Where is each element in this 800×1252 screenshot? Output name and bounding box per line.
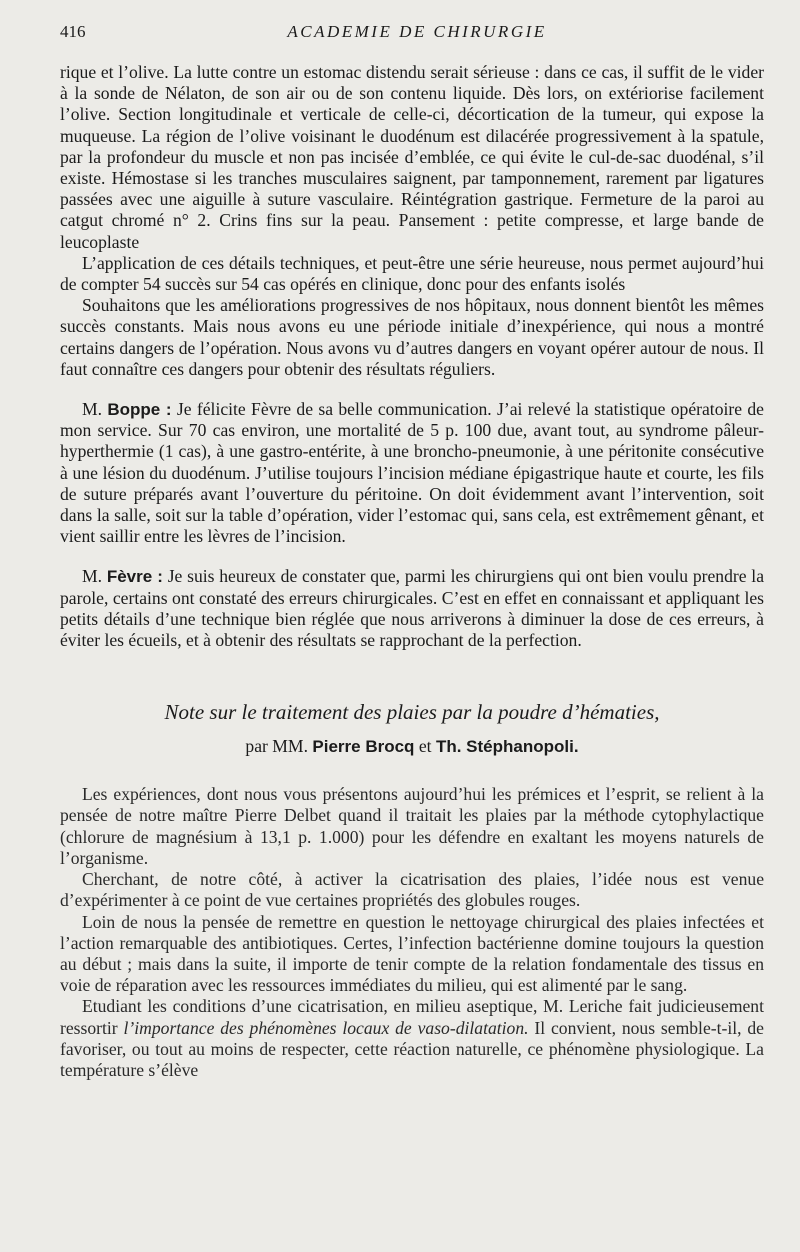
paragraph-text: Etudiant les conditions d’une cicatrisation, en milieu aseptique, M. Leriche fait judicieusement ressortir — [60, 996, 764, 1038]
article-byline — [60, 735, 764, 758]
remark-fevre — [60, 566, 764, 651]
page-number: 416 — [60, 22, 86, 41]
remark-text: Je suis heureux de constater que, parmi les chirurgiens qui ont bien voulu prendre la parole, certains ont constaté des erreurs chirurgicales. C’est en effet en connaissant et appliquant les petits détails d’une technique bien réglée que nous arriverons à diminuer la dose de ces erreurs, à éviter les écueils, et à obtenir des résultats se rapprochant de la perfection. — [60, 566, 765, 651]
running-head — [60, 18, 764, 46]
remark-salutation: M. — [82, 399, 103, 420]
author-brocq: Pierre Brocq — [312, 737, 415, 757]
discussion-section — [60, 399, 764, 651]
remark-boppe — [60, 399, 764, 547]
article-paragraph-1: Les expériences, dont nous vous présentons aujourd’hui les prémices et l’esprit, se relient à la pensée de notre maître Pierre Delbet quand il traitait les plaies par la méthode cytophylactique (chlorure de magnésium à 13,1 p. 1.000) pour les défendre en exaltant les moyens naturels de l’organisme. — [60, 784, 764, 868]
speaker-name: Fèvre : — [106, 567, 163, 587]
continuation-paragraph-2: L’application de ces détails techniques, et peut-être une série heureuse, nous permet aujourd’hui de compter 54 succès sur 54 cas opérés en clinique, donc pour des enfants isolés — [60, 252, 764, 295]
remark-salutation: M. — [82, 566, 103, 587]
remark-text: Je félicite Fèvre de sa belle communication. J’ai relevé la statistique opératoire de mon service. Sur 70 cas environ, une mortalité de 5 p. 100 due, avant tout, au syndrome pâleur-hyperthermie (1 cas), à une gastro-entérite, à une broncho-pneumonie, à une péritonite consécutive à une lésion du duodénum. J’utilise toujours l’incision médiane épigastrique haute et courte, les fils de suture préparés avant l’ouverture du péritoine. On doit évidemment avant l’intervention, soit dans la salle, soit sur la table d’opération, vider l’estomac qui, sans cela, est extrêmement gênant, et vient saillir entre les lèvres de l’incision. — [60, 399, 764, 547]
byline-prefix: par MM. — [245, 736, 308, 757]
paragraph-text: Il convient, nous semble-t-il, de favoriser, ou tout au moins de respecter, cette réaction naturelle, ce phénomène physiologique. La température s’élève — [60, 1017, 764, 1080]
journal-title: ACADEMIE DE CHIRURGIE — [287, 22, 547, 41]
article-paragraph-2: Cherchant, de notre côté, à activer la cicatrisation des plaies, l’idée nous est venue d’expérimenter à ce point de vue certaines propriétés des globules rouges. — [60, 869, 764, 911]
byline-conjunction: et — [418, 736, 432, 757]
speaker-name: Boppe : — [107, 400, 172, 420]
author-stephanopoli: Th. Stéphanopoli. — [435, 737, 579, 757]
continuation-paragraph-3: Souhaitons que les améliorations progressives de nos hôpitaux, nous donnent bientôt les mêmes succès constants. Mais nous avons eu une période initiale d’inexpérience, qui nous a montré certains dangers de l’opération. Nous avons vu d’autres dangers en voyant opérer autour de nous. Il faut connaître ces dangers pour obtenir des résultats réguliers. — [60, 295, 764, 379]
article-title: Note sur le traitement des plaies par la poudre d’hématies, — [164, 700, 660, 725]
article-paragraph-3: Loin de nous la pensée de remettre en question le nettoyage chirurgical des plaies infectées et l’action remarquable des antibiotiques. Certes, l’infection bactérienne domine toujours la question au début ; mais dans la suite, il importe de tenir compte de la relation fondamentale des tissus en voie de réparation avec les ressources immédiates du milieu, qui est alimenté par le sang. — [60, 911, 764, 996]
continuation-paragraph-1: rique et l’olive. La lutte contre un estomac distendu serait sérieuse : dans ce cas, il suffit de le vider à la sonde de Nélaton, de son air ou de son contenu liquide. Dès lors, on extériorise facilement l’olive. Section longitudinale et verticale de celle-ci, décortication de la tumeur, qui expose la muqueuse. La région de l’olive voisinant le duodénum est dilacérée progressivement à la spatule, par la profondeur du muscle et non pas incisée d’emblée, ce qui évite le cul-de-sac duodénal, s’il existe. Hémostase si les tranches musculaires saignent, par tamponnement, rarement par ligatures passées avec une aiguille à suture vasculaire. Réintégration gastrique. Fermeture de la paroi au catgut chromé n° 2. Crins fins sur la peau. Pansement : petite compresse, et large bande de leucoplaste — [60, 62, 764, 252]
continuation-section — [60, 62, 764, 380]
article-section — [60, 699, 764, 1081]
emphasized-text: l’importance des phénomènes locaux de vaso-dilatation. — [123, 1017, 529, 1038]
article-paragraph-4 — [60, 996, 764, 1081]
